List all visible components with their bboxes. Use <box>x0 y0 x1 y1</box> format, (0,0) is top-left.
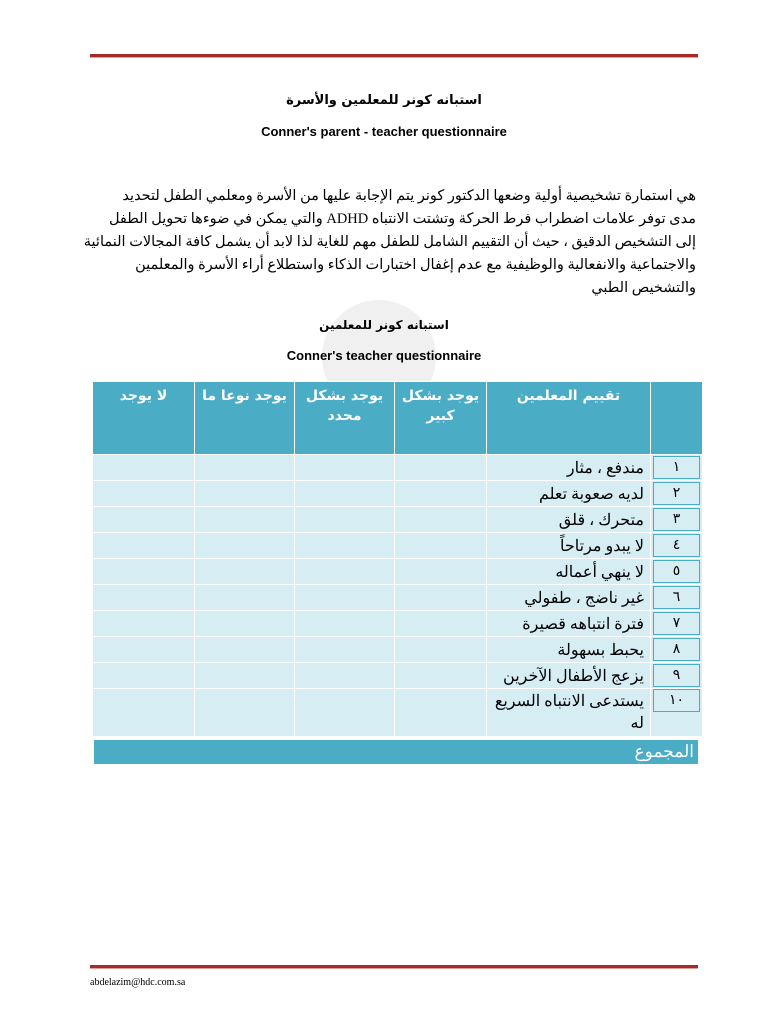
rating-cell-very-much[interactable] <box>395 507 487 533</box>
table-row <box>93 533 703 559</box>
rating-cell-somewhat[interactable] <box>195 481 295 507</box>
rating-cell-not-present[interactable] <box>93 481 195 507</box>
page-title-english: Conner's parent - teacher questionnaire <box>261 124 507 139</box>
table-row <box>93 507 703 533</box>
intro-line: والاجتماعية والانفعالية والوظيفية مع عدم إغفال اختبارات الذكاء واستطلاع أراء الأسرة والمعلمين <box>135 257 696 273</box>
rating-cell-specifically[interactable] <box>295 611 395 637</box>
rating-cell-somewhat[interactable] <box>195 455 295 481</box>
rating-cell-specifically[interactable] <box>295 455 395 481</box>
rating-cell-very-much[interactable] <box>395 611 487 637</box>
rating-cell-specifically[interactable] <box>295 637 395 663</box>
rating-cell-very-much[interactable] <box>395 533 487 559</box>
rating-cell-not-present[interactable] <box>93 585 195 611</box>
column-header-somewhat: يوجد نوعا ما <box>195 382 295 455</box>
intro-line: هي استمارة تشخيصية أولية وضعها الدكتور كونر يتم الإجابة عليها من الأسرة ومعلمي الطفل لتحديد <box>122 188 696 204</box>
table-row <box>93 663 703 689</box>
rating-cell-very-much[interactable] <box>395 637 487 663</box>
rating-cell-not-present[interactable] <box>93 689 195 737</box>
section-title-english: Conner's teacher questionnaire <box>286 348 482 363</box>
rating-cell-not-present[interactable] <box>93 559 195 585</box>
row-number: ١٠ <box>653 689 700 712</box>
column-header-number <box>651 382 703 455</box>
rating-cell-specifically[interactable] <box>295 507 395 533</box>
rating-cell-not-present[interactable] <box>93 455 195 481</box>
row-number: ١ <box>653 456 700 479</box>
rating-cell-not-present[interactable] <box>93 533 195 559</box>
rating-cell-not-present[interactable] <box>93 663 195 689</box>
rating-cell-somewhat[interactable] <box>195 585 295 611</box>
rating-cell-not-present[interactable] <box>93 637 195 663</box>
row-number-cell <box>651 507 703 533</box>
footer-email: abdelazim@hdc.com.sa <box>90 977 186 988</box>
section-title-arabic: استبانه كونر للمعلمين <box>319 318 449 332</box>
table-row <box>93 637 703 663</box>
row-number-cell <box>651 663 703 689</box>
column-header-teacher-rating: تقييم المعلمين <box>487 382 651 455</box>
row-number-cell <box>651 559 703 585</box>
row-item-text: لا يبدو مرتاحاً <box>487 533 651 559</box>
rating-cell-somewhat[interactable] <box>195 663 295 689</box>
row-number: ٢ <box>653 482 700 505</box>
row-number-cell <box>651 637 703 663</box>
table-row <box>93 455 703 481</box>
rating-cell-very-much[interactable] <box>395 663 487 689</box>
table-row <box>93 611 703 637</box>
rating-cell-specifically[interactable] <box>295 559 395 585</box>
table-row <box>93 481 703 507</box>
row-number: ٥ <box>653 560 700 583</box>
row-item-text: غير ناضج ، طفولي <box>487 585 651 611</box>
row-item-text: يزعج الأطفال الآخرين <box>487 663 651 689</box>
top-rule <box>90 54 698 58</box>
row-item-text: لا ينهي أعماله <box>487 559 651 585</box>
row-item-text: متحرك ، قلق <box>487 507 651 533</box>
total-label: المجموع <box>94 740 698 764</box>
row-number: ٧ <box>653 612 700 635</box>
rating-cell-somewhat[interactable] <box>195 637 295 663</box>
rating-cell-very-much[interactable] <box>395 455 487 481</box>
table-header-row <box>93 382 703 455</box>
row-number-cell <box>651 533 703 559</box>
intro-line: مدى توفر علامات اضطراب فرط الحركة وتشتت الانتباه ADHD والتي يمكن في ضوءها تحويل الطفل <box>108 211 696 227</box>
row-number: ٨ <box>653 638 700 661</box>
row-number-cell <box>651 455 703 481</box>
rating-cell-very-much[interactable] <box>395 481 487 507</box>
rating-cell-somewhat[interactable] <box>195 689 295 737</box>
intro-line: والتشخيص الطبي <box>591 280 696 296</box>
rating-cell-not-present[interactable] <box>93 611 195 637</box>
table-row <box>93 689 703 737</box>
row-item-text: يستدعى الانتباه السريع له <box>487 689 651 737</box>
rating-cell-specifically[interactable] <box>295 585 395 611</box>
row-number-cell <box>651 585 703 611</box>
row-item-text: لديه صعوبة تعلم <box>487 481 651 507</box>
row-number: ٦ <box>653 586 700 609</box>
row-item-text: فترة انتباهه قصيرة <box>487 611 651 637</box>
rating-cell-not-present[interactable] <box>93 507 195 533</box>
rating-cell-very-much[interactable] <box>395 585 487 611</box>
rating-cell-specifically[interactable] <box>295 663 395 689</box>
rating-cell-very-much[interactable] <box>395 689 487 737</box>
rating-cell-somewhat[interactable] <box>195 533 295 559</box>
table-row <box>93 559 703 585</box>
row-number-cell <box>651 481 703 507</box>
rating-cell-specifically[interactable] <box>295 533 395 559</box>
column-header-specifically: يوجد بشكل محدد <box>295 382 395 455</box>
rating-cell-somewhat[interactable] <box>195 611 295 637</box>
row-item-text: يحبط بسهولة <box>487 637 651 663</box>
intro-paragraph <box>83 185 696 300</box>
questionnaire-table <box>92 381 703 737</box>
row-item-text: مندفع ، مثار <box>487 455 651 481</box>
page-title-arabic: استبانه كونر للمعلمين والأسرة <box>286 93 482 108</box>
row-number: ٤ <box>653 534 700 557</box>
rating-cell-specifically[interactable] <box>295 689 395 737</box>
row-number-cell <box>651 611 703 637</box>
column-header-very-much: يوجد بشكل كبير <box>395 382 487 455</box>
rating-cell-specifically[interactable] <box>295 481 395 507</box>
row-number: ٩ <box>653 664 700 687</box>
row-number: ٣ <box>653 508 700 531</box>
row-number-cell <box>651 689 703 737</box>
rating-cell-somewhat[interactable] <box>195 507 295 533</box>
intro-line: إلى التشخيص الدقيق ، حيث أن التقييم الشامل للطفل مهم للغاية لذا لابد أن يشمل كافة المجالات النمائية <box>83 234 696 250</box>
bottom-rule <box>90 965 698 969</box>
rating-cell-somewhat[interactable] <box>195 559 295 585</box>
rating-cell-very-much[interactable] <box>395 559 487 585</box>
table-row <box>93 585 703 611</box>
column-header-not-present: لا يوجد <box>93 382 195 455</box>
